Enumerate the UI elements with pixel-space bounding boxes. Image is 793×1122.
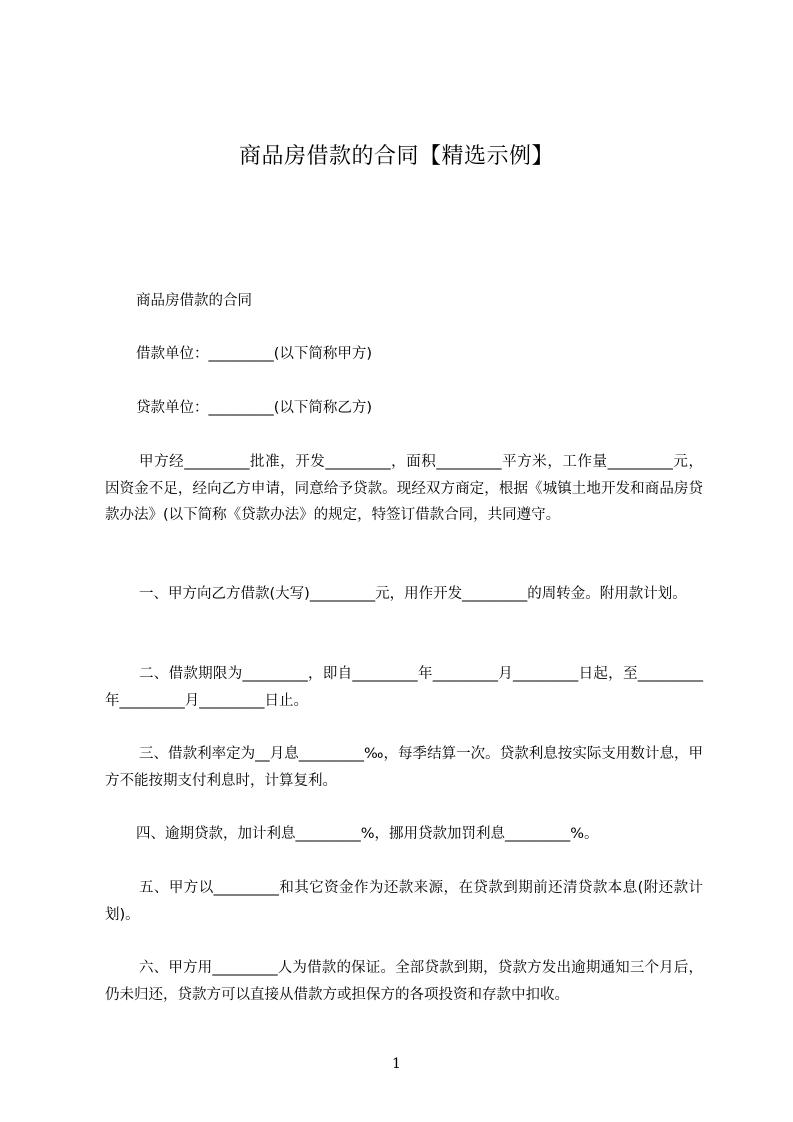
clause-6: 六、甲方用_________人为借款的保证。全部贷款到期，贷款方发出逾期通知三个月后，仍未归还，贷款方可以直接从借款方或担保方的各项投资和存款中扣收。	[105, 960, 703, 1003]
page-number: 1	[392, 1056, 401, 1072]
clause-3: 三、借款利率定为__月息_________‰，每季结算一次。贷款利息按实际支用数计息，甲方不能按期支付利息时，计算复利。	[105, 746, 703, 789]
preamble-paragraph: 甲方经_________批准，开发_________，面积_________平方米，工作量_________元，因资金不足，经向乙方申请，同意给予贷款。现经双方商定，根据《城镇土地开发和商品房贷款办法》(以下简称《贷款办法》的规定，特签订借款合同，共同遵守。	[105, 454, 703, 523]
contract-heading: 商品房借款的合同	[136, 293, 252, 309]
lender-line: 贷款单位：_________(以下简称乙方)	[136, 400, 373, 416]
clause-5: 五、甲方以_________和其它资金作为还款来源，在贷款到期前还清贷款本息(附还款计划)。	[105, 880, 703, 923]
clause-2: 二、借款期限为_________，即自_________年_________月_________日起，至_________年_________月_________日止。	[105, 666, 703, 709]
clause-1: 一、甲方向乙方借款(大写)_________元，用作开发_________的周转金。附用款计划。	[139, 586, 687, 602]
clause-4: 四、逾期贷款，加计利息_________%，挪用贷款加罚利息_________%。	[136, 826, 599, 842]
document-title: 商品房借款的合同【精选示例】	[238, 144, 554, 169]
borrower-line: 借款单位：_________(以下简称甲方)	[136, 346, 373, 362]
